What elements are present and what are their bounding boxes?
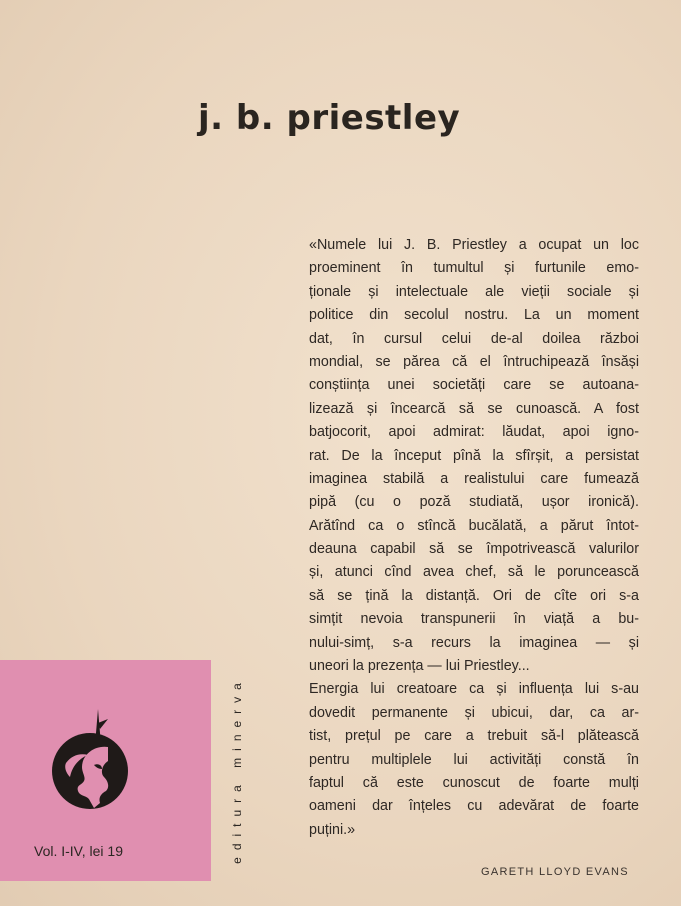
quote-block <box>309 234 639 842</box>
quote-line: batjocorit, apoi admirat: lăudat, apoi igno- <box>309 424 639 441</box>
publisher-name <box>226 655 248 885</box>
quote-line: rat. De la început pînă la sfîrșit, a persistat <box>309 447 639 464</box>
quote-line: pentru multiplele lui activități constă în <box>309 751 639 768</box>
quote-line: faptul că este cunoscut de foarte mulți <box>309 774 639 791</box>
quote-line: proeminent în tumultul și furtunile emo- <box>309 260 639 277</box>
quote-line: imaginea stabilă a realistului care fumează <box>309 470 639 487</box>
quote-line: dovedit permanente și ubicui, dar, ca ar- <box>309 704 639 721</box>
quote-line: ționale și intelectuale ale vieții sociale și <box>309 283 639 300</box>
quote-line: puțini.» <box>309 821 356 838</box>
quote-line: Energia lui creatoare ca și influența lui s-au <box>309 681 639 698</box>
quote-line: politice din secolul nostru. La un moment <box>309 307 639 324</box>
quote-line: uneori la prezența — lui Priestley... <box>309 658 530 675</box>
quote-line: și, atunci cînd avea chef, să le poruncească <box>309 564 639 581</box>
quote-line: simțit nevoia transpunerii în viață a bu- <box>309 611 639 628</box>
quote-line: să se țină la distanță. Ori de cîte ori s-a <box>309 587 639 604</box>
author-name: j. b. priestley <box>198 98 461 138</box>
quote-line: nului-simț, s-a recurs la imaginea — și <box>309 634 639 651</box>
publisher-label: editura minerva <box>230 676 244 864</box>
quote-line: conștiința unei societăți care se autoana- <box>309 377 639 394</box>
quote-line: tist, prețul pe care a trebuit să-l plătească <box>309 728 639 745</box>
quote-line: pipă (cu o poză studiată, ușor ironică). <box>309 494 639 511</box>
quote-line: Arătînd ca o stîncă bucălată, a părut întot- <box>309 517 639 534</box>
price-label: Vol. I-IV, lei 19 <box>34 843 123 859</box>
quote-signature: GARETH LLOYD EVANS <box>481 866 629 878</box>
quote-line: oameni dar înțeles cu adevărat de foarte <box>309 798 639 815</box>
quote-line: deauna capabil să se împotrivească valurilor <box>309 541 639 558</box>
quote-line: mondial, se părea că el întruchipează însăși <box>309 353 639 370</box>
quote-line: lizează și încearcă să se cunoască. A fost <box>309 400 639 417</box>
quote-line: dat, în cursul celui de-al doilea război <box>309 330 639 347</box>
quote-line: «Numele lui J. B. Priestley a ocupat un loc <box>309 237 639 253</box>
minerva-logo-icon <box>48 705 136 815</box>
